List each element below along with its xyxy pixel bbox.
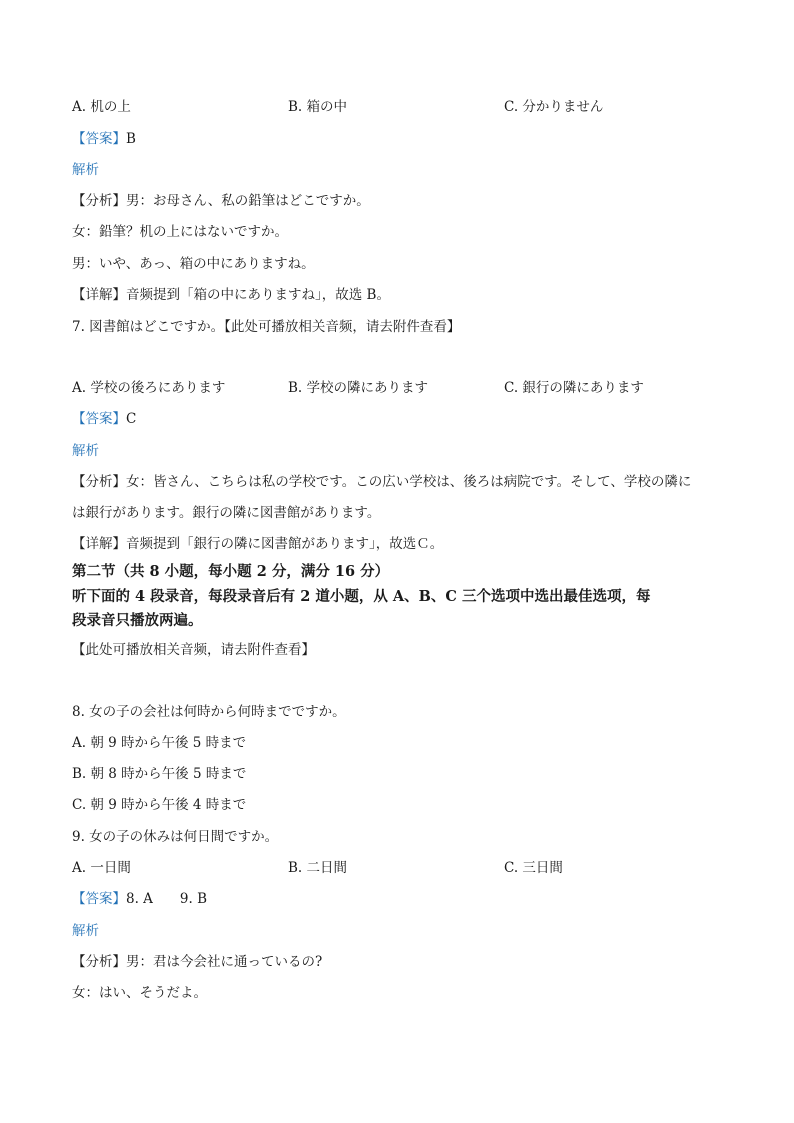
- q8-option-c: C. 朝 9 時から午後 4 時まで: [72, 797, 247, 813]
- q7-option-b: B. 学校の隣にあります: [288, 380, 429, 396]
- q6-fenxi-2: 女：鉛筆？机の上にはないですか。: [72, 224, 288, 240]
- answer-value: 8. A 9. B: [126, 891, 208, 907]
- fenxi-tag: 【分析】: [72, 954, 126, 970]
- q7-option-c: C. 銀行の隣にあります: [504, 380, 644, 396]
- q7-fenxi-2: は銀行があります。銀行の隣に図書館があります。: [72, 505, 381, 521]
- q7-detail: [72, 535, 443, 553]
- fenxi-text: 男：君は今会社に通っているの?: [126, 954, 323, 970]
- detail-text: 音频提到「箱の中にありますね」，故选 B。: [126, 287, 390, 303]
- detail-tag: 【详解】: [72, 536, 126, 552]
- answer-tag: 【答案】: [72, 891, 126, 907]
- q9-option-c: C. 三日間: [504, 860, 563, 876]
- q6-detail: [72, 286, 390, 304]
- q9-question: 9. 女の子の休みは何日間ですか。: [72, 829, 279, 845]
- q7-fenxi-1: [72, 473, 691, 491]
- q89-analysis-heading: 解析: [72, 923, 99, 939]
- fenxi-text: 男：お母さん、私の鉛筆はどこですか。: [126, 193, 370, 209]
- q6-option-b: B. 箱の中: [288, 99, 348, 115]
- q6-option-a: A. 机の上: [72, 99, 131, 115]
- q89-answer: [72, 890, 207, 908]
- detail-tag: 【详解】: [72, 287, 126, 303]
- fenxi-tag: 【分析】: [72, 474, 126, 490]
- q9-option-b: B. 二日間: [288, 860, 348, 876]
- section2-audio-note: 【此处可播放相关音频，请去附件查看】: [72, 642, 315, 658]
- q9-option-a: A. 一日間: [72, 860, 131, 876]
- q7-option-a: A. 学校の後ろにあります: [72, 380, 226, 396]
- q8-question: 8. 女の子の会社は何時から何時までですか。: [72, 704, 346, 720]
- answer-tag: 【答案】: [72, 411, 126, 427]
- q8-option-b: B. 朝 8 時から午後 5 時まで: [72, 766, 247, 782]
- section2-heading: 第二节（共 8 小题，每小题 2 分，满分 16 分）: [72, 563, 390, 580]
- q6-answer: [72, 130, 136, 148]
- section2-instruction-2: 段录音只播放两遍。: [72, 612, 203, 629]
- q6-fenxi-1: [72, 192, 370, 210]
- answer-tag: 【答案】: [72, 131, 126, 147]
- answer-value: B: [126, 131, 136, 147]
- q6-option-c: C. 分かりません: [504, 99, 604, 115]
- answer-value: C: [126, 411, 137, 427]
- fenxi-text: 女：皆さん、こちらは私の学校です。この広い学校は、後ろは病院です。そして、学校の隣に: [126, 474, 692, 490]
- section2-instruction-1: 听下面的 4 段录音，每段录音后有 2 道小题，从 A、B、C 三个选项中选出最佳选项，每: [72, 588, 651, 605]
- q6-fenxi-3: 男：いや、あっ、箱の中にありますね。: [72, 256, 315, 272]
- q8-option-a: A. 朝 9 時から午後 5 時まで: [72, 735, 247, 751]
- q7-analysis-heading: 解析: [72, 443, 99, 459]
- q7-answer: [72, 410, 136, 428]
- q6-analysis-heading: 解析: [72, 162, 99, 178]
- fenxi-tag: 【分析】: [72, 193, 126, 209]
- detail-text: 音频提到「銀行の隣に図書館があります」，故选Ｃ。: [126, 536, 444, 552]
- q89-fenxi-2: 女：はい、そうだよ。: [72, 985, 207, 1001]
- q89-fenxi-1: [72, 953, 322, 971]
- q7-question: 7. 図書館はどこですか。【此处可播放相关音频，请去附件查看】: [72, 319, 461, 335]
